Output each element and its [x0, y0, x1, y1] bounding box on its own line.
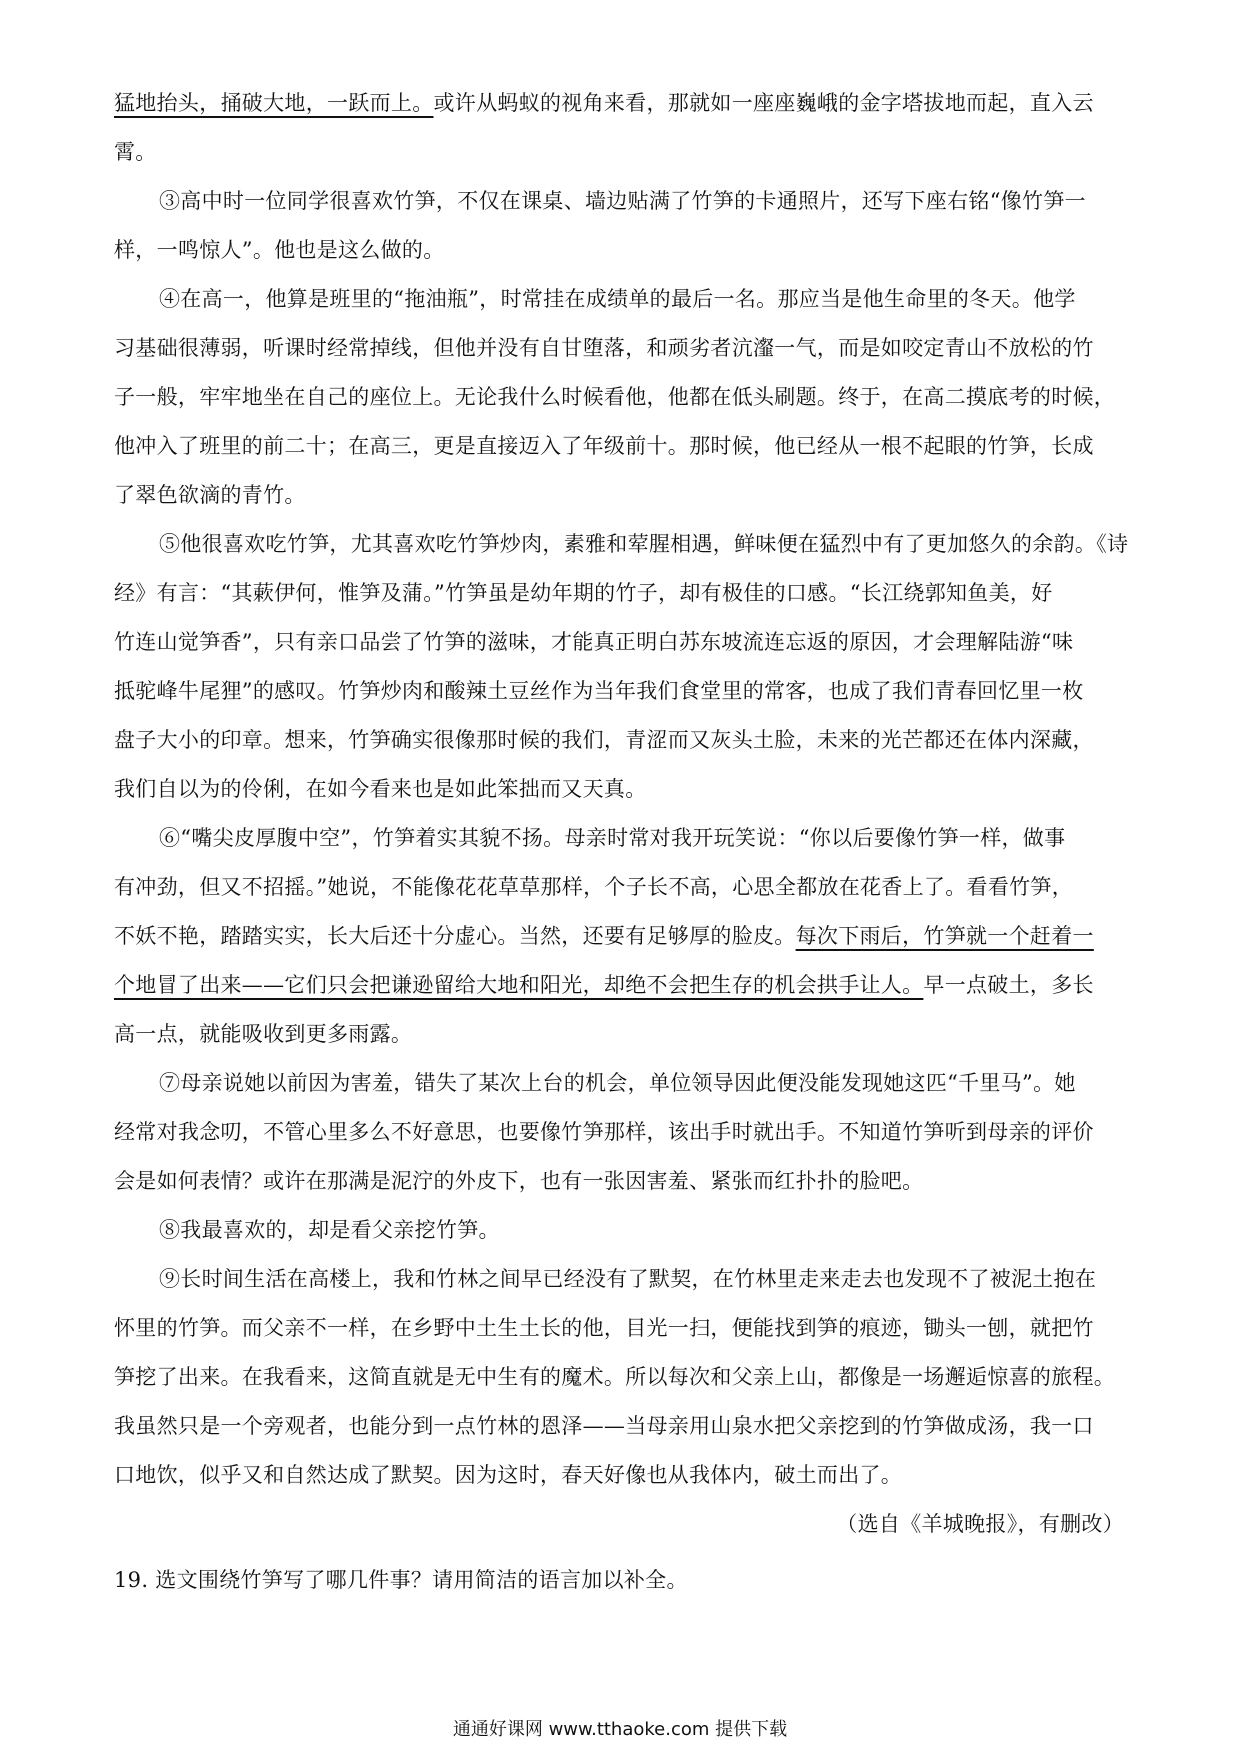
paragraph-6-line: 有冲劲，但又不招摇。”她说，不能像花花草草那样，个子长不高，心思全都放在花香上了。看看竹笋， — [114, 875, 1074, 899]
underlined-sentence: 个地冒了出来——它们只会把谦逊留给大地和阳光，却绝不会把生存的机会拱手让人。 — [114, 973, 924, 997]
line-text: 或许从蚂蚁的视角来看，那就如一座座巍峨的金字塔拔地而起，直入云 — [433, 91, 1094, 115]
paragraph-4-line: 了翠色欲滴的青竹。 — [114, 483, 306, 507]
paragraph-9-line: 我虽然只是一个旁观者，也能分到一点竹林的恩泽——当母亲用山泉水把父亲挖到的竹笋做成汤，我一口 — [114, 1414, 1094, 1438]
article-line: 霄。 — [114, 140, 157, 164]
paragraph-4-line: 他冲入了班里的前二十；在高三，更是直接迈入了年级前十。那时候，他已经从一根不起眼的竹笋，长成 — [114, 434, 1094, 458]
paragraph-5-line: 盘子大小的印章。想来，竹笋确实很像那时候的我们，青涩而又灰头土脸，未来的光芒都还在体内深藏， — [114, 728, 1094, 752]
paragraph-5-line: 经》有言：“其蔌伊何，惟笋及蒲。”竹笋虽是幼年期的竹子，却有极佳的口感。“长江绕郭知鱼美，好 — [114, 581, 1053, 605]
paragraph-7-line: 会是如何表情？或许在那满是泥泞的外皮下，也有一张因害羞、紧张而红扑扑的脸吧。 — [114, 1169, 924, 1193]
question-19: 19. 选文围绕竹笋写了哪几件事？请用简洁的语言加以补全。 — [114, 1568, 688, 1592]
underlined-sentence: 猛地抬头，捅破大地，一跃而上。 — [114, 91, 434, 115]
paragraph-3-line: ③高中时一位同学很喜欢竹笋，不仅在课桌、墙边贴满了竹笋的卡通照片，还写下座右铭“像竹笋一 — [159, 189, 1086, 213]
paragraph-4-line: 子一般，牢牢地坐在自己的座位上。无论我什么时候看他，他都在低头刷题。终于，在高二摸底考的时候， — [114, 385, 1116, 409]
paragraph-7-line: 经常对我念叨，不管心里多么不好意思，也要像竹笋那样，该出手时就出手。不知道竹笋听到母亲的评价 — [114, 1120, 1094, 1144]
paragraph-6-line — [114, 921, 1094, 951]
page-footer: 通通好课网 www.tthaoke.com 提供下载 — [452, 1719, 788, 1740]
paragraph-5-line: ⑤他很喜欢吃竹笋，尤其喜欢吃竹笋炒肉，素雅和荤腥相遇，鲜味便在猛烈中有了更加悠久的余韵。《诗 — [159, 532, 1129, 556]
paragraph-9-line: 笋挖了出来。在我看来，这简直就是无中生有的魔术。所以每次和父亲上山，都像是一场邂逅惊喜的旅程。 — [114, 1365, 1116, 1389]
underlined-sentence: 每次下雨后，竹笋就一个赶着一 — [795, 924, 1094, 948]
line-text: 早一点破土，多长 — [923, 973, 1094, 997]
paragraph-6-line: 高一点，就能吸收到更多雨露。 — [114, 1022, 413, 1046]
paragraph-3-line: 样，一鸣惊人”。他也是这么做的。 — [114, 238, 445, 262]
paragraph-4-line: ④在高一，他算是班里的“拖油瓶”，时常挂在成绩单的最后一名。那应当是他生命里的冬天。他学 — [159, 287, 1076, 311]
paragraph-7-line: ⑦母亲说她以前因为害羞，错失了某次上台的机会，单位领导因此便没能发现她这匹“千里马”。她 — [159, 1071, 1076, 1095]
article-line — [114, 88, 1094, 118]
paragraph-9-line: 怀里的竹笋。而父亲不一样，在乡野中土生土长的他，目光一扫，便能找到笋的痕迹，锄头一刨，就把竹 — [114, 1316, 1094, 1340]
line-text: 不妖不艳，踏踏实实，长大后还十分虚心。当然，还要有足够厚的脸皮。 — [114, 924, 796, 948]
paragraph-5-line: 抵驼峰牛尾狸”的感叹。竹笋炒肉和酸辣土豆丝作为当年我们食堂里的常客，也成了我们青春回忆里一枚 — [114, 679, 1084, 703]
source-citation: （选自《羊城晚报》，有删改） — [836, 1512, 1124, 1536]
paragraph-9-line: ⑨长时间生活在高楼上，我和竹林之间早已经没有了默契，在竹林里走来走去也发现不了被泥土抱在 — [159, 1267, 1097, 1291]
paragraph-8-line: ⑧我最喜欢的，却是看父亲挖竹笋。 — [159, 1218, 500, 1242]
paragraph-6-line — [114, 970, 1094, 1000]
paragraph-6-line: ⑥“嘴尖皮厚腹中空”，竹笋着实其貌不扬。母亲时常对我开玩笑说：“你以后要像竹笋一样，做事 — [159, 826, 1066, 850]
paragraph-4-line: 习基础很薄弱，听课时经常掉线，但他并没有自甘堕落，和顽劣者沆瀣一气，而是如咬定青山不放松的竹 — [114, 336, 1094, 360]
paragraph-5-line: 我们自以为的伶俐，在如今看来也是如此笨拙而又天真。 — [114, 777, 647, 801]
paragraph-5-line: 竹连山觉笋香”，只有亲口品尝了竹笋的滋味，才能真正明白苏东坡流连忘返的原因，才会理解陆游“味 — [114, 630, 1074, 654]
paragraph-9-line: 口地饮，似乎又和自然达成了默契。因为这时，春天好像也从我体内，破土而出了。 — [114, 1463, 903, 1487]
